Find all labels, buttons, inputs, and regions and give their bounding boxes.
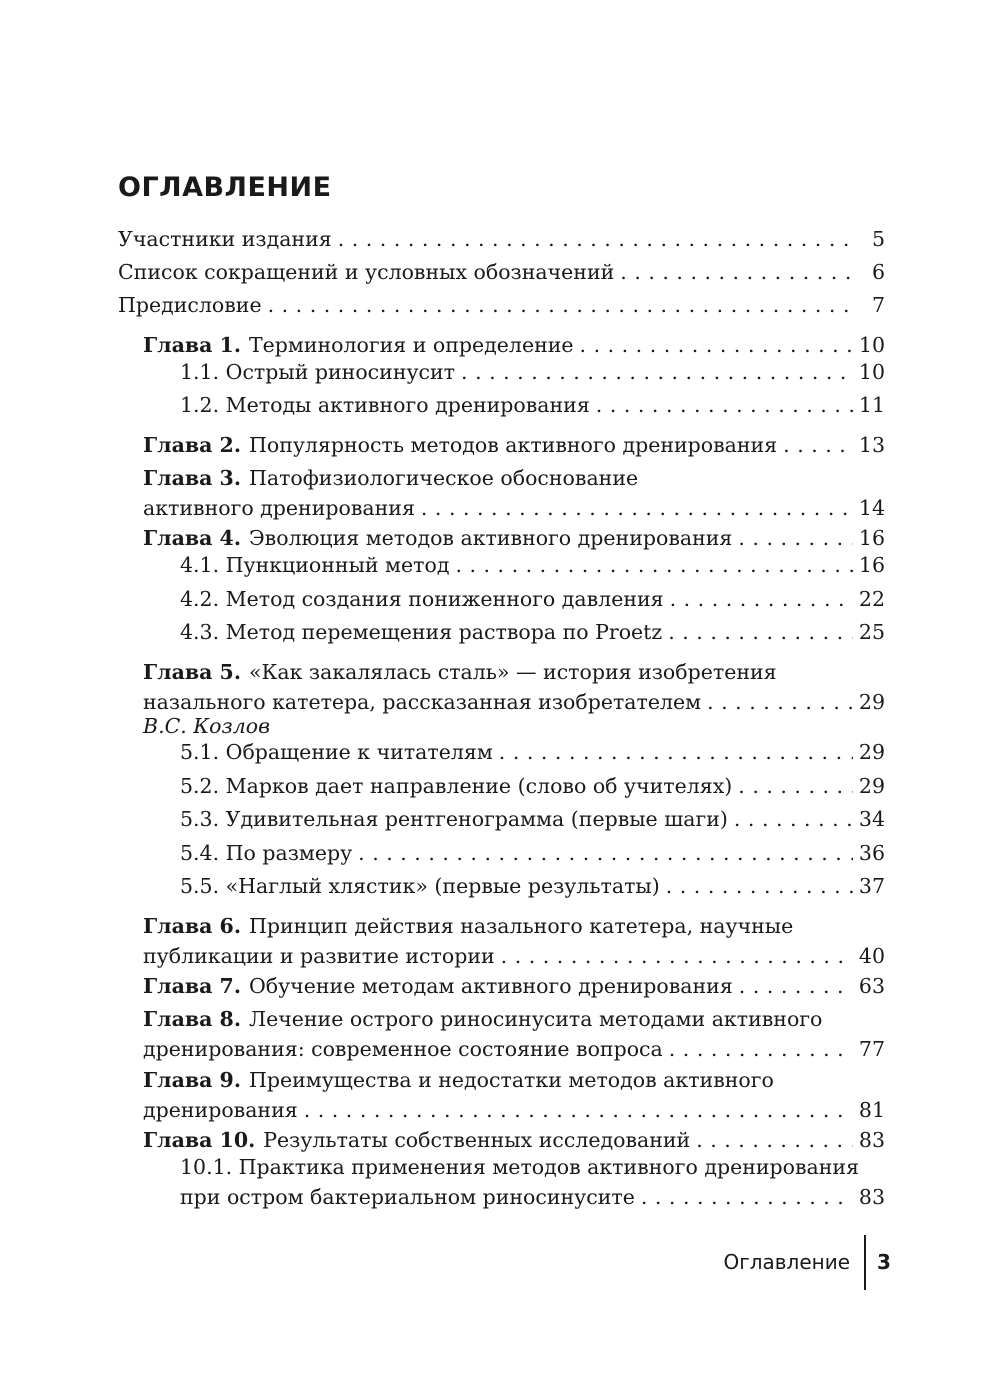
dot-leader: [304, 1095, 853, 1125]
toc-entry-text: Список сокращений и условных обозначений: [118, 260, 615, 284]
toc-page-number: 77: [858, 1037, 885, 1061]
dot-leader: [641, 1182, 853, 1212]
toc-entry-text: 10.1. Практика применения методов активного дренирования: [180, 1155, 860, 1179]
toc-page-number: 29: [858, 740, 885, 764]
running-footer-label: Оглавление: [723, 1250, 850, 1274]
chapter-label: Глава 10.: [143, 1128, 256, 1152]
chapter-label: Глава 8.: [143, 1007, 241, 1031]
toc-section-entry[interactable]: [180, 357, 885, 387]
toc-page-number: 14: [858, 496, 885, 520]
dot-leader: [696, 1125, 853, 1155]
toc-page-number: 83: [858, 1185, 885, 1209]
dot-leader: [455, 550, 852, 580]
toc-entry-text: 5.2. Марков дает направление (слово об учителях): [180, 774, 733, 798]
dot-leader: [668, 617, 853, 647]
toc-page-number: 16: [858, 526, 885, 550]
toc-page-number: 25: [858, 620, 885, 644]
toc-page-number: 36: [858, 841, 885, 865]
toc-entry-text: Патофизиологическое обоснование: [248, 466, 639, 490]
toc-page-number: 11: [858, 393, 885, 417]
chapter-label: Глава 9.: [143, 1068, 241, 1092]
dot-leader: [738, 523, 853, 553]
toc-section-entry[interactable]: [180, 617, 885, 647]
chapter-label: Глава 7.: [143, 974, 241, 998]
toc-entry-text: Обучение методам активного дренирования: [248, 974, 733, 998]
toc-section-entry[interactable]: [180, 838, 885, 868]
toc-section-entry[interactable]: [180, 550, 885, 580]
toc-entry[interactable]: [118, 257, 885, 287]
toc-chapter-entry[interactable]: [143, 1065, 885, 1125]
toc-chapter-entry[interactable]: [143, 523, 885, 553]
toc-entry-text-cont: активного дренирования: [143, 496, 415, 520]
toc-page-number: 40: [858, 944, 885, 968]
toc-page-number: 22: [858, 587, 885, 611]
toc-entry-text: 5.1. Обращение к читателям: [180, 740, 493, 764]
footer-page-number: 3: [877, 1250, 891, 1274]
toc-page-number: 10: [858, 333, 885, 357]
toc-entry-text: 1.1. Острый риносинусит: [180, 360, 456, 384]
toc-entry-text: 4.1. Пункционный метод: [180, 553, 450, 577]
footer-divider: [864, 1235, 866, 1290]
toc-entry-text: Результаты собственных исследований: [263, 1128, 691, 1152]
chapter-label: Глава 6.: [143, 914, 241, 938]
toc-page-number: 63: [858, 974, 885, 998]
chapter-label: Глава 4.: [143, 526, 241, 550]
toc-entry-text-cont: публикации и развитие истории: [143, 944, 495, 968]
toc-chapter-entry[interactable]: [143, 657, 885, 717]
toc-chapter-entry[interactable]: [143, 463, 885, 523]
toc-entry-text: «Как закалялась сталь» — история изобретения: [248, 660, 777, 684]
dot-leader: [358, 838, 853, 868]
toc-title: ОГЛАВЛЕНИЕ: [118, 172, 332, 203]
toc-section-entry[interactable]: [180, 390, 885, 420]
dot-leader: [734, 804, 853, 834]
toc-entry-text: Преимущества и недостатки методов активного: [248, 1068, 774, 1092]
toc-chapter-entry[interactable]: [143, 1004, 885, 1064]
dot-leader: [666, 871, 853, 901]
toc-entry-text-cont: дренирования: [143, 1098, 298, 1122]
toc-chapter-entry[interactable]: [143, 330, 885, 360]
dot-leader: [670, 584, 853, 614]
toc-entry-text: 4.3. Метод перемещения раствора по Proetz: [180, 620, 663, 644]
toc-page-number: 6: [871, 260, 885, 284]
toc-entry-text-cont: дренирования: современное состояние вопроса: [143, 1037, 663, 1061]
toc-chapter-entry[interactable]: [143, 911, 885, 971]
toc-entry-text: 5.5. «Наглый хлястик» (первые результаты): [180, 874, 660, 898]
toc-entry-text-cont: при остром бактериальном риносинусите: [180, 1185, 635, 1209]
dot-leader: [739, 971, 853, 1001]
dot-leader: [669, 1034, 853, 1064]
toc-entry-text: Предисловие: [118, 293, 262, 317]
dot-leader: [501, 941, 853, 971]
dot-leader: [620, 257, 853, 287]
dot-leader: [499, 737, 853, 767]
toc-entry-text: 5.3. Удивительная рентгенограмма (первые шаги): [180, 807, 728, 831]
chapter-author: В.С. Козлов: [143, 714, 271, 738]
toc-section-entry[interactable]: [180, 871, 885, 901]
toc-page-number: 16: [858, 553, 885, 577]
toc-page-number: 83: [858, 1128, 885, 1152]
chapter-label: Глава 5.: [143, 660, 241, 684]
toc-page-number: 10: [858, 360, 885, 384]
toc-page-number: 5: [871, 227, 885, 251]
dot-leader: [268, 290, 853, 320]
toc-section-entry[interactable]: [180, 584, 885, 614]
toc-entry[interactable]: [118, 290, 885, 320]
toc-chapter-entry[interactable]: [143, 430, 885, 460]
toc-chapter-entry[interactable]: [143, 1125, 885, 1155]
dot-leader: [783, 430, 853, 460]
toc-entry-text: 4.2. Метод создания пониженного давления: [180, 587, 664, 611]
toc-entry-text: 5.4. По размеру: [180, 841, 353, 865]
toc-page-number: 13: [858, 433, 885, 457]
toc-entry-text-cont: назального катетера, рассказанная изобретателем: [143, 690, 702, 714]
toc-section-entry[interactable]: [180, 771, 885, 801]
toc-page-number: 7: [871, 293, 885, 317]
toc-page-number: 81: [858, 1098, 885, 1122]
toc-page-number: 34: [858, 807, 885, 831]
toc-entry-text: Популярность методов активного дренирования: [248, 433, 778, 457]
toc-section-entry[interactable]: [180, 804, 885, 834]
dot-leader: [738, 771, 853, 801]
toc-section-entry[interactable]: [180, 1152, 885, 1212]
toc-entry-text: Участники издания: [118, 227, 332, 251]
chapter-label: Глава 2.: [143, 433, 241, 457]
dot-leader: [596, 390, 853, 420]
toc-chapter-entry[interactable]: [143, 971, 885, 1001]
dot-leader: [421, 493, 853, 523]
dot-leader: [338, 224, 853, 254]
toc-section-entry[interactable]: [180, 737, 885, 767]
chapter-label: Глава 3.: [143, 466, 241, 490]
dot-leader: [580, 330, 853, 360]
toc-entry-text: Терминология и определение: [248, 333, 574, 357]
toc-entry-text: Принцип действия назального катетера, научные: [248, 914, 794, 938]
dot-leader: [707, 687, 853, 717]
toc-entry-text: Лечение острого риносинусита методами активного: [248, 1007, 823, 1031]
chapter-label: Глава 1.: [143, 333, 241, 357]
toc-page-number: 29: [858, 774, 885, 798]
toc-page-number: 37: [858, 874, 885, 898]
toc-entry[interactable]: [118, 224, 885, 254]
dot-leader: [461, 357, 853, 387]
toc-entry-text: 1.2. Методы активного дренирования: [180, 393, 590, 417]
toc-page-number: 29: [858, 690, 885, 714]
toc-entry-text: Эволюция методов активного дренирования: [248, 526, 733, 550]
